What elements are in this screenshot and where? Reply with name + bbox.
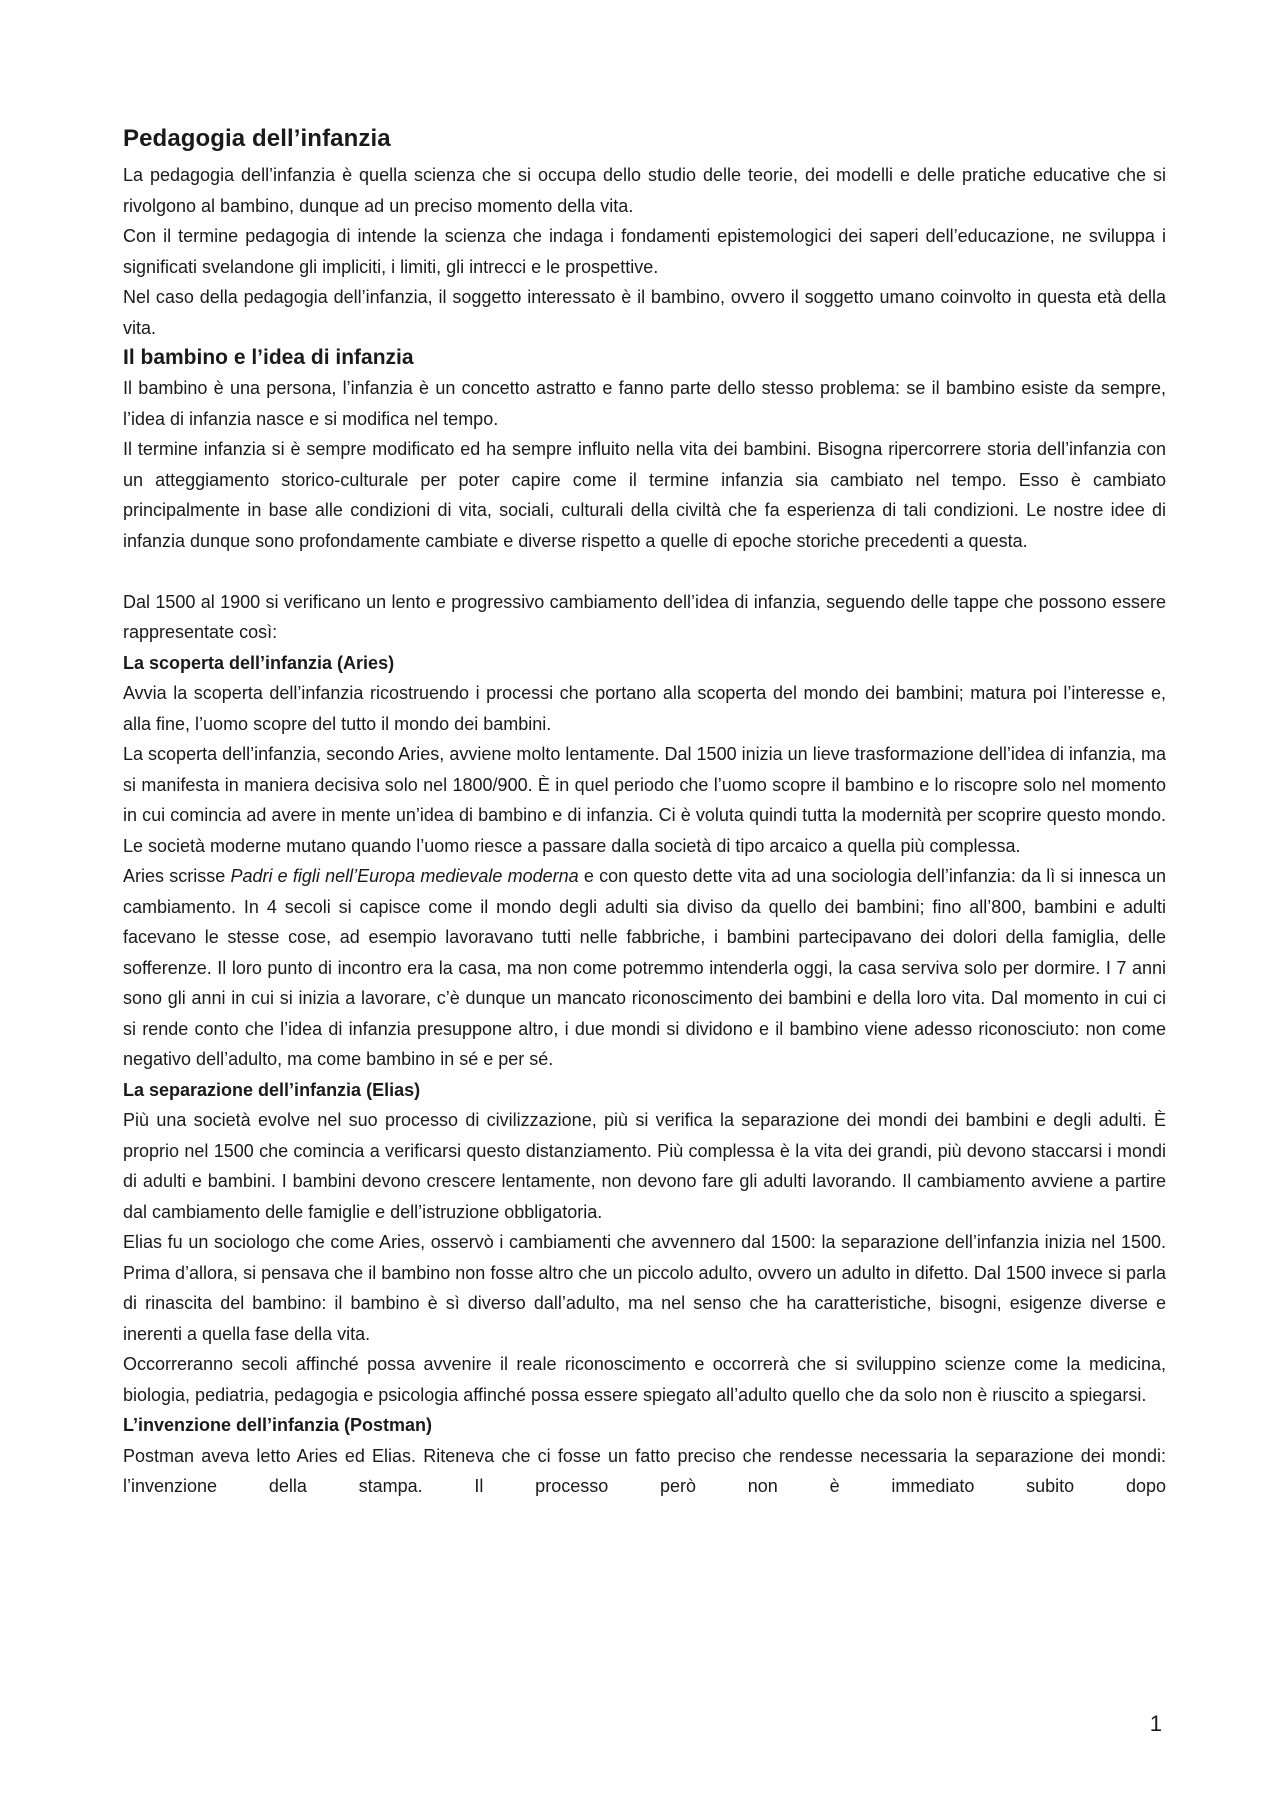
page-number: 1 <box>1149 1711 1162 1736</box>
subheading-elias: La separazione dell’infanzia (Elias) <box>123 1079 421 1100</box>
elias-paragraph-3: Occorreranno secoli affinché possa avvenire il reale riconoscimento e occorrerà che si sviluppino scienze come la medicina, biologia, pediatria, pedagogia e psicologia affinché possa essere spiegato all’adulto quello che da solo non è riuscito a spiegarsi. <box>123 1354 1166 1405</box>
section1-paragraph-3: Dal 1500 al 1900 si verificano un lento e progressivo cambiamento dell’idea di infanzia, seguendo delle tappe che possono essere rappresentate così: <box>123 591 1166 642</box>
section-heading-bambino: Il bambino e l’idea di infanzia <box>123 346 414 369</box>
intro-paragraph-1: La pedagogia dell’infanzia è quella scienza che si occupa dello studio delle teorie, dei modelli e delle pratiche educative che si rivolgono al bambino, dunque ad un preciso momento della vita. <box>123 165 1166 216</box>
aries-p3-lead: Aries scrisse <box>123 866 231 886</box>
postman-paragraph: Postman aveva letto Aries ed Elias. Riteneva che ci fosse un fatto preciso che rendesse necessaria la separazione dei mondi: l’invenzione della stampa. Il processo però non è immediato subito dopo <box>123 1445 1166 1496</box>
aries-paragraph-3 <box>123 861 1166 1075</box>
section1-paragraph-1: Il bambino è una persona, l’infanzia è un concetto astratto e fanno parte dello stesso problema: se il bambino esiste da sempre, l’idea di infanzia nasce e si modifica nel tempo. <box>123 378 1166 429</box>
intro-paragraph-2: Con il termine pedagogia di intende la scienza che indaga i fondamenti epistemologici dei saperi dell’educazione, ne sviluppa i significati svelandone gli impliciti, i limiti, gli intrecci e le prospettive. <box>123 226 1166 277</box>
subheading-postman: L’invenzione dell’infanzia (Postman) <box>123 1415 433 1435</box>
paragraph-spacer <box>123 556 1166 587</box>
intro-paragraph-3: Nel caso della pedagogia dell’infanzia, il soggetto interessato è il bambino, ovvero il soggetto umano coinvolto in questa età della vita. <box>123 287 1166 338</box>
book-title: Padri e figli nell’Europa medievale moderna <box>230 866 579 886</box>
document-page <box>123 122 1166 1502</box>
section1-paragraph-2: Il termine infanzia si è sempre modificato ed ha sempre influito nella vita dei bambini. Bisogna ripercorrere storia dell’infanzia con un atteggiamento storico-culturale per poter capire come il termine infanzia sia cambiato nel tempo. Esso è cambiato principalmente in base alle condizioni di vita, sociali, culturali della civiltà che fa esperienza di tali condizioni. Le nostre idee di infanzia dunque sono profondamente cambiate e diverse rispetto a quelle di epoche storiche precedenti a questa. <box>123 439 1166 551</box>
aries-p3-rest: e con questo dette vita ad una sociologia dell’infanzia: da lì si innesca un cambiamento. In 4 secoli si capisce come il mondo degli adulti sia diviso da quello dei bambini; fino all’800, bambini e adulti facevano le stesse cose, ad esempio lavoravano tutti nelle fabbriche, i bambini partecipavano dei dolori della famiglia, delle sofferenze. Il loro punto di incontro era la casa, ma non come potremmo intenderla oggi, la casa serviva solo per dormire. I 7 anni sono gli anni in cui si inizia a lavorare, c’è dunque un mancato riconoscimento dei bambini e della loro vita. Dal momento in cui ci si rende conto che l’idea di infanzia presuppone altro, i due mondi si dividono e il bambino viene adesso riconosciuto: non come negativo dell’adulto, ma come bambino in sé e per sé. <box>123 866 1166 1069</box>
elias-paragraph-1: Più una società evolve nel suo processo di civilizzazione, più si verifica la separazione dei mondi dei bambini e degli adulti. È proprio nel 1500 che comincia a verificarsi questo distanziamento. Più complessa è la vita dei grandi, più devono staccarsi i mondi di adulti e bambini. I bambini devono crescere lentamente, non devono fare gli adulti lavorando. Il cambiamento avviene a partire dal cambiamento delle famiglie e dell’istruzione obbligatoria. <box>123 1110 1166 1222</box>
aries-paragraph-1: Avvia la scoperta dell’infanzia ricostruendo i processi che portano alla scoperta del mondo dei bambini; matura poi l’interesse e, alla fine, l’uomo scopre del tutto il mondo dei bambini. <box>123 683 1166 734</box>
aries-paragraph-2: La scoperta dell’infanzia, secondo Aries, avviene molto lentamente. Dal 1500 inizia un lieve trasformazione dell’idea di infanzia, ma si manifesta in maniera decisiva solo nel 1800/900. È in quel periodo che l’uomo scopre il bambino e lo riscopre solo nel momento in cui comincia ad avere in mente un’idea di bambino e di infanzia. Ci è voluta quindi tutta la modernità per scoprire questo mondo. Le società moderne mutano quando l’uomo riesce a passare dalla società di tipo arcaico a quella più complessa. <box>123 744 1166 856</box>
subheading-aries: La scoperta dell’infanzia (Aries) <box>123 652 395 673</box>
document-title: Pedagogia dell’infanzia <box>123 125 391 152</box>
elias-paragraph-2: Elias fu un sociologo che come Aries, osservò i cambiamenti che avvennero dal 1500: la separazione dell’infanzia inizia nel 1500. Prima d’allora, si pensava che il bambino non fosse altro che un piccolo adulto, ovvero un adulto in difetto. Dal 1500 invece si parla di rinascita del bambino: il bambino è sì diverso dall’adulto, ma nel senso che ha caratteristiche, bisogni, esigenze diverse e inerenti a quella fase della vita. <box>123 1232 1166 1344</box>
